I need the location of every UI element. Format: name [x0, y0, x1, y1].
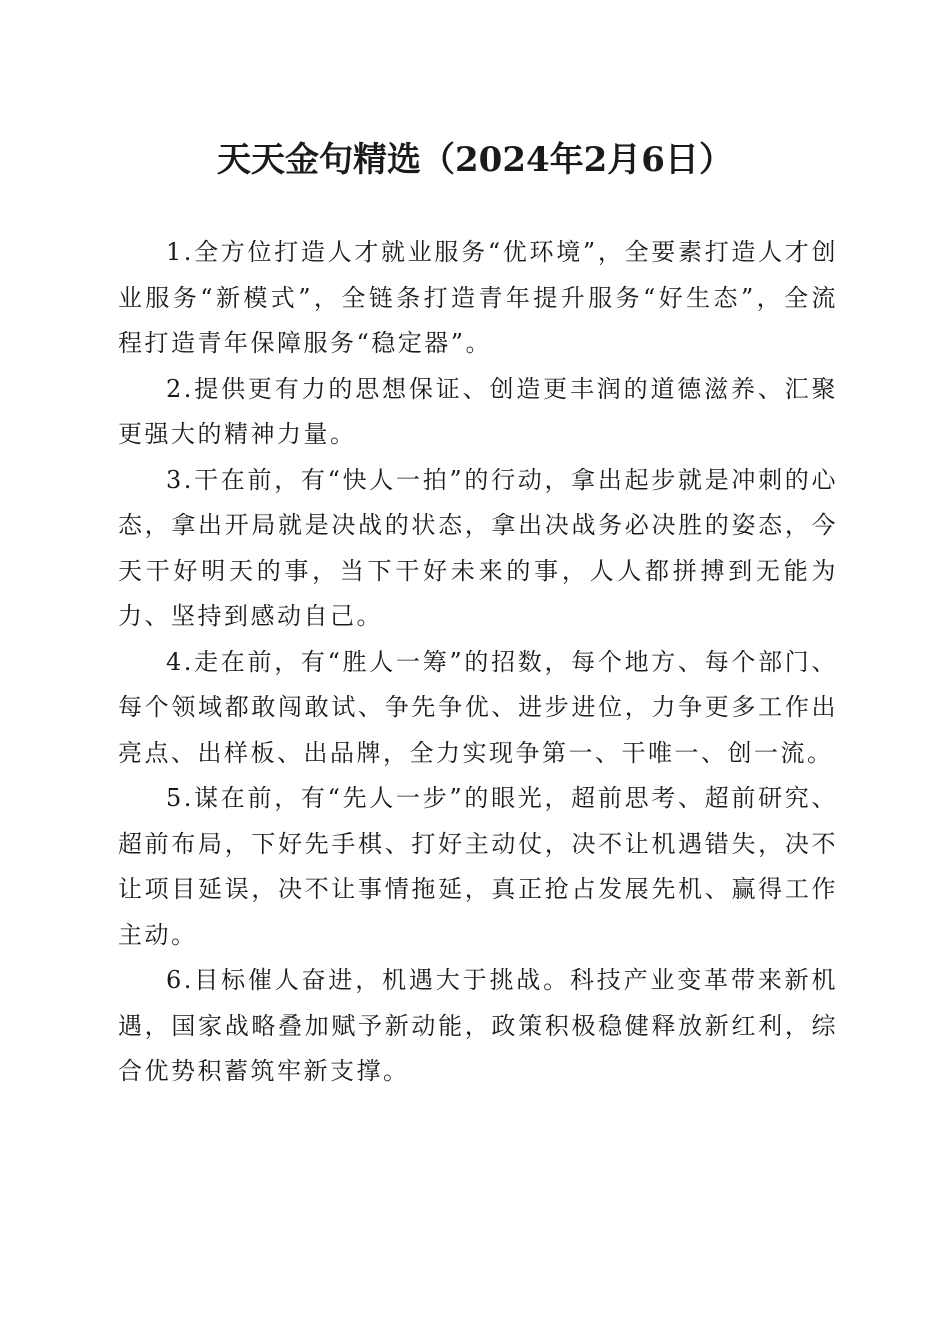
- paragraph-3: 3.干在前，有“快人一拍”的行动，拿出起步就是冲刺的心态，拿出开局就是决战的状态，拿出决战务必决胜的姿态，今天干好明天的事，当下干好未来的事，人人都拼搏到无能为力、坚持到感动自己。: [118, 465, 838, 630]
- page-title: 天天金句精选（2024年2月6日）: [217, 140, 733, 180]
- paragraph-6: 6.目标催人奋进，机遇大于挑战。科技产业变革带来新机遇，国家战略叠加赋予新动能，政策积极稳健释放新红利，综合优势积蓄筑牢新支撑。: [118, 966, 838, 1085]
- paragraph-5: 5.谋在前，有“先人一步”的眼光，超前思考、超前研究、超前布局，下好先手棋、打好主动仗，决不让机遇错失，决不让项目延误，决不让事情拖延，真正抢占发展先机、赢得工作主动。: [118, 784, 838, 949]
- paragraph-4: 4.走在前，有“胜人一筹”的招数，每个地方、每个部门、每个领域都敢闯敢试、争先争优、进步进位，力争更多工作出亮点、出样板、出品牌，全力实现争第一、干唯一、创一流。: [118, 647, 838, 767]
- paragraph-2: 2.提供更有力的思想保证、创造更丰润的道德滋养、汇聚更强大的精神力量。: [118, 374, 838, 448]
- document-body: [118, 230, 838, 1095]
- paragraph-1: 1.全方位打造人才就业服务“优环境”，全要素打造人才创业服务“新模式”，全链条打造青年提升服务“好生态”，全流程打造青年保障服务“稳定器”。: [118, 238, 838, 357]
